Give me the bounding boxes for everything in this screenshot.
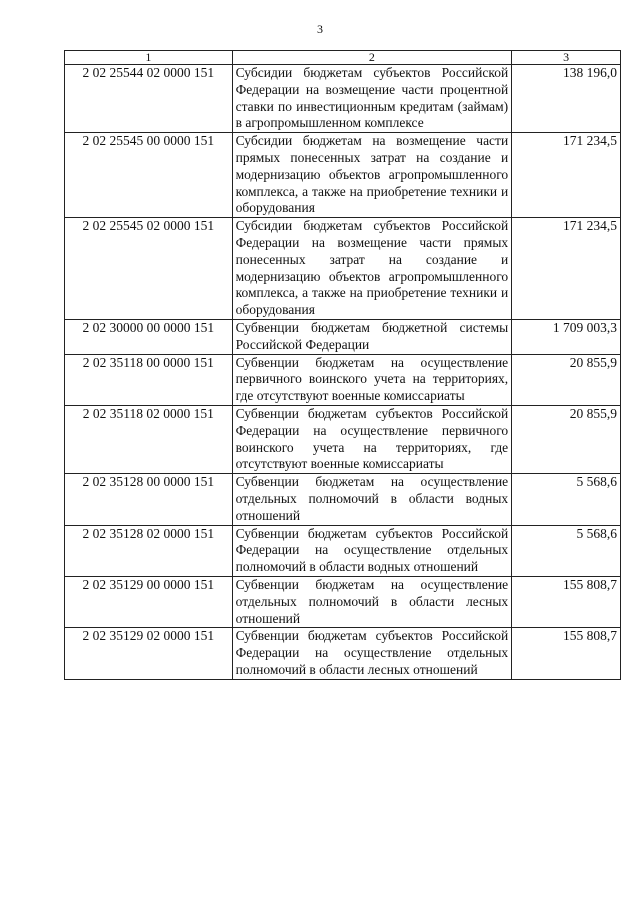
revenue-description: Субвенции бюджетам субъектов Российской Федерации на осуществление первичного воинского учета на территориях, где отсутствуют военные комиссариаты	[232, 405, 512, 473]
revenue-description: Субвенции бюджетам субъектов Российской Федерации на осуществление отдельных полномочий в области лесных отношений	[232, 628, 512, 679]
revenue-code: 2 02 35118 00 0000 151	[65, 354, 233, 405]
column-header-3: 3	[512, 51, 621, 65]
revenue-code: 2 02 35129 00 0000 151	[65, 576, 233, 627]
revenue-description: Субвенции бюджетам субъектов Российской Федерации на осуществление отдельных полномочий в области водных отношений	[232, 525, 512, 576]
revenue-code: 2 02 35128 00 0000 151	[65, 474, 233, 525]
revenue-amount: 155 808,7	[512, 576, 621, 627]
table-row	[65, 354, 621, 405]
revenue-description: Субсидии бюджетам на возмещение части прямых понесенных затрат на создание и модернизацию объектов агропромышленного комплекса, а также на приобретение техники и оборудования	[232, 133, 512, 218]
column-header-1: 1	[65, 51, 233, 65]
revenue-description: Субсидии бюджетам субъектов Российской Федерации на возмещение части процентной ставки по инвестиционным кредитам (займам) в агропромышленном комплексе	[232, 65, 512, 133]
table-row	[65, 525, 621, 576]
revenue-code: 2 02 25545 02 0000 151	[65, 218, 233, 320]
revenue-code: 2 02 35129 02 0000 151	[65, 628, 233, 679]
table-header	[65, 51, 621, 65]
table-row	[65, 474, 621, 525]
revenue-description: Субвенции бюджетам на осуществление отдельных полномочий в области водных отношений	[232, 474, 512, 525]
revenue-description: Субсидии бюджетам субъектов Российской Федерации на возмещение части прямых понесенных затрат на создание и модернизацию объектов агропромышленного комплекса, а также на приобретение техники и оборудования	[232, 218, 512, 320]
revenue-amount: 5 568,6	[512, 525, 621, 576]
table-row	[65, 628, 621, 679]
budget-revenue-table	[64, 50, 621, 680]
revenue-amount: 5 568,6	[512, 474, 621, 525]
revenue-description: Субвенции бюджетам на осуществление отдельных полномочий в области лесных отношений	[232, 576, 512, 627]
column-header-2: 2	[232, 51, 512, 65]
revenue-amount: 1 709 003,3	[512, 319, 621, 354]
revenue-amount: 171 234,5	[512, 133, 621, 218]
revenue-amount: 20 855,9	[512, 405, 621, 473]
revenue-code: 2 02 30000 00 0000 151	[65, 319, 233, 354]
revenue-amount: 155 808,7	[512, 628, 621, 679]
table-row	[65, 405, 621, 473]
revenue-code: 2 02 25545 00 0000 151	[65, 133, 233, 218]
table-row	[65, 218, 621, 320]
table-row	[65, 576, 621, 627]
revenue-description: Субвенции бюджетам бюджетной системы Российской Федерации	[232, 319, 512, 354]
revenue-code: 2 02 35118 02 0000 151	[65, 405, 233, 473]
revenue-description: Субвенции бюджетам на осуществление первичного воинского учета на территориях, где отсутствуют военные комиссариаты	[232, 354, 512, 405]
revenue-amount: 171 234,5	[512, 218, 621, 320]
table-header-row	[65, 51, 621, 65]
revenue-amount: 20 855,9	[512, 354, 621, 405]
revenue-amount: 138 196,0	[512, 65, 621, 133]
revenue-code: 2 02 25544 02 0000 151	[65, 65, 233, 133]
revenue-code: 2 02 35128 02 0000 151	[65, 525, 233, 576]
table-row	[65, 65, 621, 133]
page-number: 3	[317, 22, 323, 36]
table-row	[65, 133, 621, 218]
table-row	[65, 319, 621, 354]
